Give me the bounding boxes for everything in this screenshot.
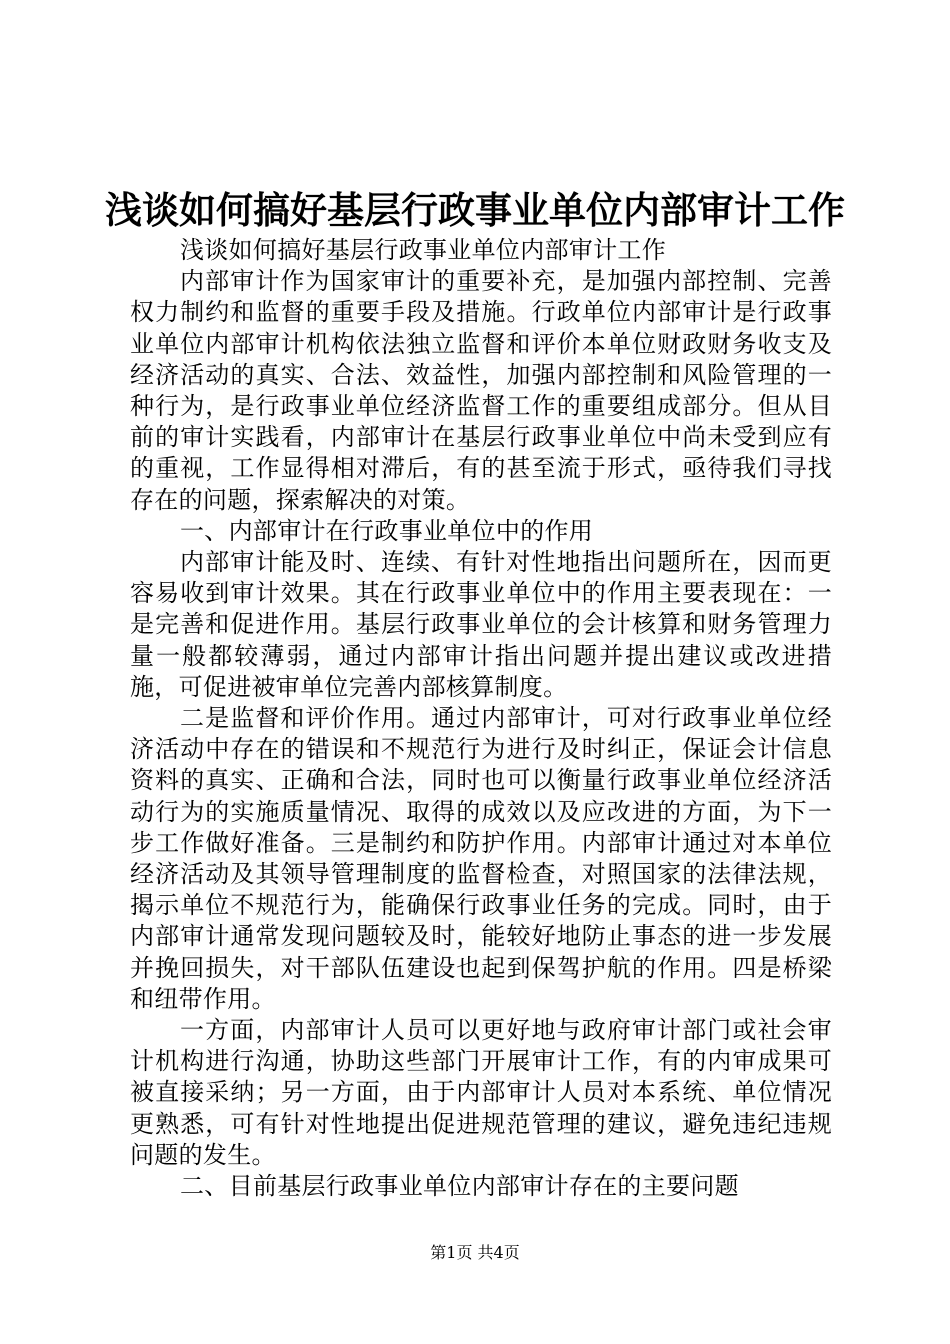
document-title: 浅谈如何搞好基层行政事业单位内部审计工作	[105, 188, 845, 232]
paragraph-subtitle: 浅谈如何搞好基层行政事业单位内部审计工作	[180, 236, 666, 264]
section-heading-1: 一、内部审计在行政事业单位中的作用	[180, 516, 594, 545]
paragraph-role-1: 内部审计能及时、连续、有针对性地指出问题所在，因而更容易收到审计效果。其在行政事业单位中的作用主要表现在：一是完善和促进作用。基层行政事业单位的会计核算和财务管理力量一般都较薄弱，通过内部审计指出问题并提出建议或改进措施，可促进被审单位完善内部核算制度。	[130, 548, 832, 701]
document-body	[130, 235, 832, 1202]
paragraph-role-2: 二是监督和评价作用。通过内部审计，可对行政事业单位经济活动中存在的错误和不规范行为进行及时纠正，保证会计信息资料的真实、正确和合法，同时也可以衡量行政事业单位经济活动行为的实施质量情况、取得的成效以及应改进的方面，为下一步工作做好准备。三是制约和防护作用。内部审计通过对本单位经济活动及其领导管理制度的监督检查，对照国家的法律法规，揭示单位不规范行为，能确保行政事业任务的完成。同时，由于内部审计通常发现问题较及时，能较好地防止事态的进一步发展并挽回损失，对干部队伍建设也起到保驾护航的作用。四是桥梁和纽带作用。	[130, 704, 832, 1013]
paragraph-role-3: 一方面，内部审计人员可以更好地与政府审计部门或社会审计机构进行沟通，协助这些部门开展审计工作，有的内审成果可被直接采纳；另一方面，由于内部审计人员对本系统、单位情况更熟悉，可有针对性地提出促进规范管理的建议，避免违纪违规问题的发生。	[130, 1016, 832, 1169]
page-footer: 第1页 共4页	[430, 1243, 520, 1262]
section-heading-2: 二、目前基层行政事业单位内部审计存在的主要问题	[180, 1172, 739, 1201]
paragraph-intro: 内部审计作为国家审计的重要补充，是加强内部控制、完善权力制约和监督的重要手段及措施。行政单位内部审计是行政事业单位内部审计机构依法独立监督和评价本单位财政财务收支及经济活动的真实、合法、效益性，加强内部控制和风险管理的一种行为，是行政事业单位经济监督工作的重要组成部分。但从目前的审计实践看，内部审计在基层行政事业单位中尚未受到应有的重视，工作显得相对滞后，有的甚至流于形式，亟待我们寻找存在的问题，探索解决的对策。	[130, 267, 832, 514]
